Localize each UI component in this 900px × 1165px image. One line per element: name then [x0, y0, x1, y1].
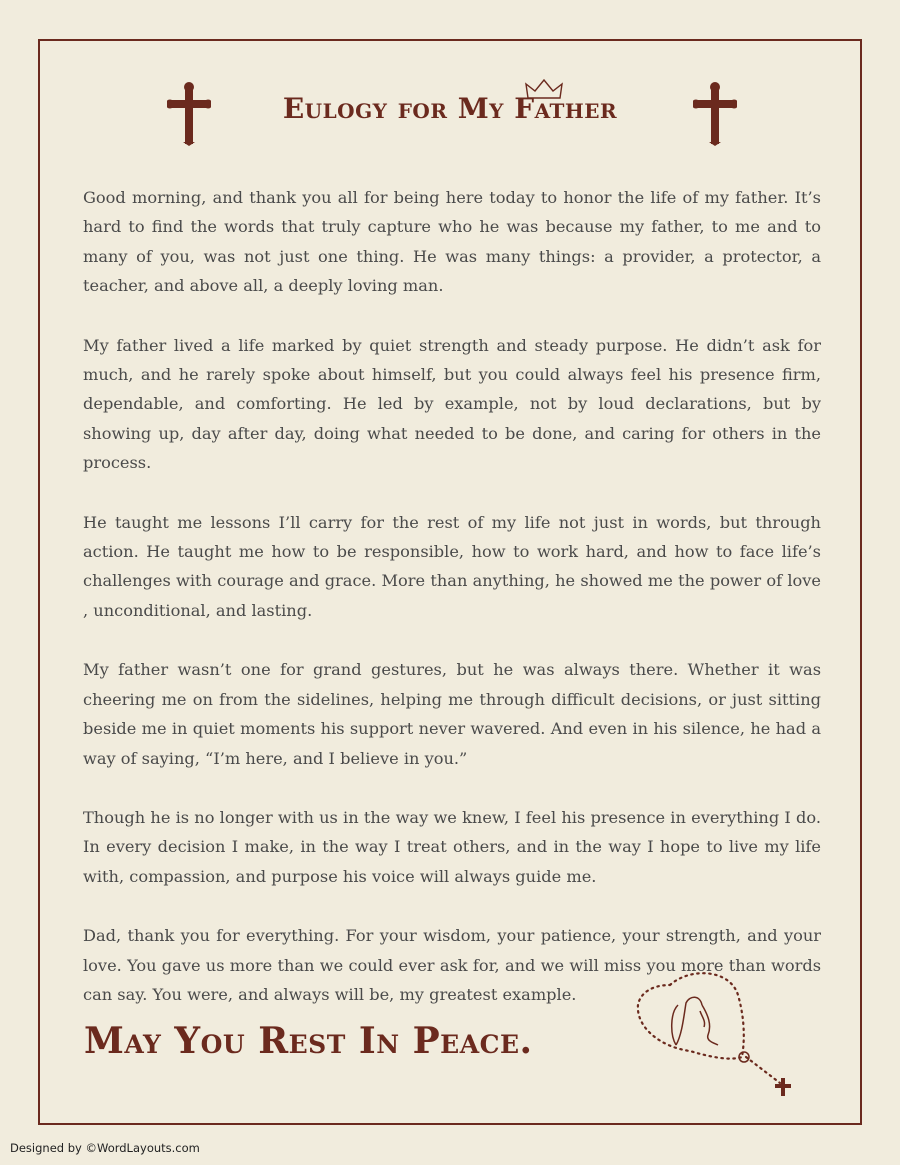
paragraph: My father lived a life marked by quiet strength and steady purpose. He didn’t ask for much, and he rarely spoke about himself, but you could always feel his presence firm, dependable, and comforting. He led by example, not by loud declarations, but by showing up, day after day, doing what needed to be done, and caring for others in the process.	[83, 335, 821, 473]
eulogy-body	[83, 183, 821, 1039]
cross-icon	[693, 82, 737, 146]
rosary-icon	[630, 965, 800, 1105]
page-title: Eulogy for My Father	[282, 92, 618, 125]
paragraph: He taught me lessons I’ll carry for the rest of my life not just in words, but through action. He taught me how to be responsible, how to work hard, and how to face life’s challenges with courage and grace. More than anything, he showed me the power of love , unconditional, and lasting.	[83, 512, 821, 620]
paragraph: Though he is no longer with us in the way we knew, I feel his presence in everything I do. In every decision I make, in the way I treat others, and in the way I hope to live my life with, compassion, and purpose his voice will always guide me.	[83, 807, 821, 886]
paragraph: Dad, thank you for everything. For your wisdom, your patience, your strength, and your love. You gave us more than we could ever ask for, and we will miss you more than words can say. You were, and always will be, my greatest example.	[83, 926, 821, 1004]
paragraph: Good morning, and thank you all for being here today to honor the life of my father. It’s hard to find the words that truly capture who he was because my father, to me and to many of you, was not just one thing. He was many things: a provider, a protector, a teacher, and above all, a deeply loving man.	[83, 188, 821, 296]
closing-line: May You Rest In Peace.	[84, 1020, 533, 1062]
footer-credit: Designed by ©WordLayouts.com	[10, 1141, 200, 1155]
title-row	[0, 78, 900, 158]
paragraph: My father wasn’t one for grand gestures, but he was always there. Whether it was cheering me on from the sidelines, helping me through difficult decisions, or just sitting beside me in quiet moments his support never wavered. And even in his silence, he had a way of saying, “I’m here, and I believe in you.”	[83, 660, 821, 768]
